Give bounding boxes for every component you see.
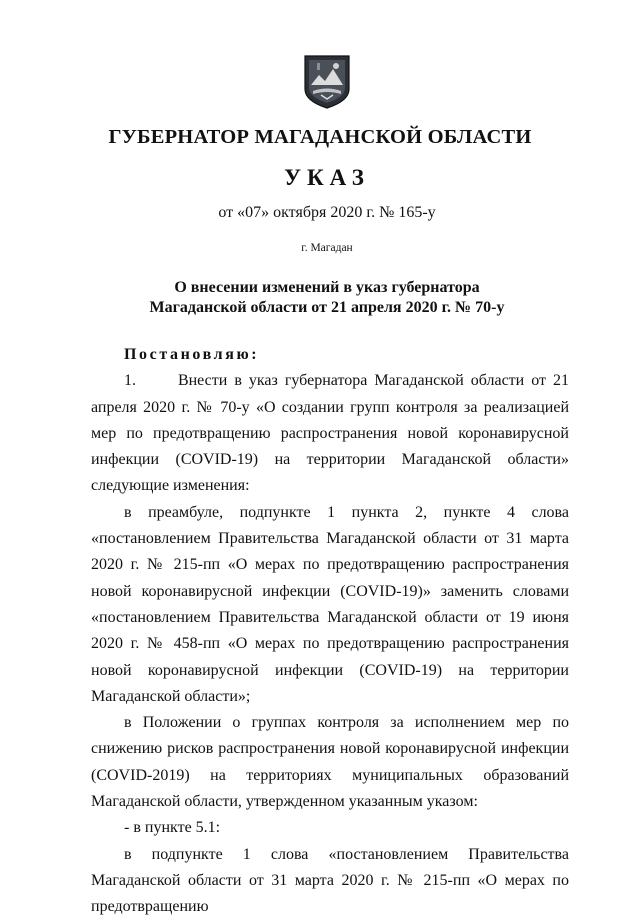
paragraph: - в пункте 5.1: [124, 819, 221, 837]
document-body [91, 342, 569, 921]
subject-line: О внесении изменений в указ губернатора [174, 279, 480, 296]
paragraph: в подпункте 1 слова «постановлением Правительства Магаданской области от 31 марта 2020 г. № 215-пп «О мерах по предотвращению [91, 845, 569, 916]
document-subject [0, 278, 640, 318]
paragraph: 1. Внести в указ губернатора Магаданской области от 21 апреля 2020 г. № 70-у «О создании групп контроля за реализацией мер по предотвращению распространения новой коронавирусной инфекции (COVID-19) на территории Магаданской области» следующие изменения: [91, 372, 569, 495]
document-type: УКАЗ [284, 165, 370, 190]
paragraph: в Положении о группах контроля за исполнением мер по снижению рисков распространения новой коронавирусной инфекции (COVID-2019) на территориях муниципальных образований Магаданской области, утвержденном указанным указом: [91, 714, 569, 811]
document-place: г. Магадан [301, 242, 353, 254]
document-date-number: от «07» октября 2020 г. № 165-у [218, 204, 436, 221]
ordains-heading: Постановляю: [124, 346, 260, 363]
issuer-title: ГУБЕРНАТОР МАГАДАНСКОЙ ОБЛАСТИ [108, 126, 532, 148]
subject-line: Магаданской области от 21 апреля 2020 г. № 70-у [149, 299, 505, 316]
paragraph: в преамбуле, подпункте 1 пункта 2, пункте 4 слова «постановлением Правительства Магаданской области от 31 марта 2020 г. № 215-пп «О мерах по предотвращению распространения новой коронавирусной инфекции (COVID-19)» заменить словами «постановлением Правительства Магаданской области от 19 июня 2020 г. № 458-пп «О мерах по предотвращению распространения новой коронавирусной инфекции (COVID-19) на территории Магаданской области»; [91, 503, 569, 705]
coat-of-arms-icon [303, 55, 351, 109]
